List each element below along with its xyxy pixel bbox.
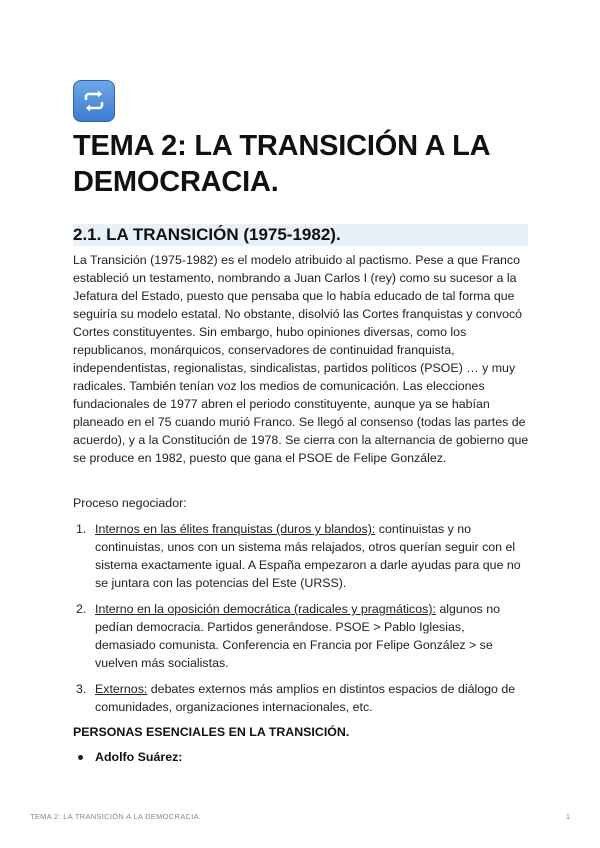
section-heading: 2.1. LA TRANSICIÓN (1975-1982). <box>73 224 528 246</box>
list-item-heading: Internos en las élites franquistas (duros y blandos): <box>95 522 376 536</box>
list-number: 1. <box>76 522 87 536</box>
page-number: 1 <box>565 812 570 821</box>
body-paragraph: La Transición (1975-1982) es el modelo atribuido al pactismo. Pese a que Franco estableció un testamento, nombrando a Juan Carlos I (rey) como su sucesor a la Jefatura del Estado, puesto que pensaba que lo había educado de tal forma que seguiría su modelo estatal. No obstante, disolvió las Cortes franquistas y convocó Cortes constituyentes. Sin embargo, hubo opiniones diversas, como los republicanos, monárquicos, conservadores de continuidad franquista, independentistas, regionalistas, sindicalistas, partidos políticos (PSOE) … y muy radicales. También tenían voz los medios de comunicación. Las elecciones fundacionales de 1977 abren el periodo constituyente, aunque ya se habían planeado en el 75 cuando murió Franco. Se llegó al consenso (todas las partes de acuerdo), y a la Constitución de 1978. Se cierra con la alternancia de gobierno que se produce en 1982, puesto que gana el PSOE de Felipe González. <box>73 253 529 465</box>
list-number: 2. <box>76 602 87 616</box>
page-title: TEMA 2: LA TRANSICIÓN A LA DEMOCRACIA. <box>73 130 490 198</box>
repeat-arrows-icon <box>73 80 115 122</box>
list-item-text: debates externos más amplios en distintos espacios de diálogo de comunidades, organizaciones internacionales, etc. <box>95 682 516 714</box>
list-item-heading: Interno en la oposición democrática (radicales y pragmáticos): <box>95 602 436 616</box>
list-item-heading: Externos: <box>95 682 148 696</box>
bullet-text: Adolfo Suárez: <box>95 750 183 764</box>
list-item-text: continuistas y no continuistas, unos con un sistema más relajados, otros querían seguir con el sistema exactamente igual. A España empezaron a darle ayudas para que no se juntara con las potencias del Este (URSS). <box>95 522 521 590</box>
proceso-label: Proceso negociador: <box>73 496 187 510</box>
footer-title: TEMA 2: LA TRANSICIÓN A LA DEMOCRACIA. <box>30 812 202 821</box>
personas-heading: PERSONAS ESENCIALES EN LA TRANSICIÓN. <box>73 725 350 739</box>
list-item-text: algunos no pedían democracia. Partidos generándose. PSOE > Pablo Iglesias, demasiado comunista. Conferencia en Francia por Felipe González > se vuelven más socialistas. <box>95 602 500 670</box>
list-number: 3. <box>76 682 87 696</box>
bullet-dot-icon <box>78 755 83 760</box>
